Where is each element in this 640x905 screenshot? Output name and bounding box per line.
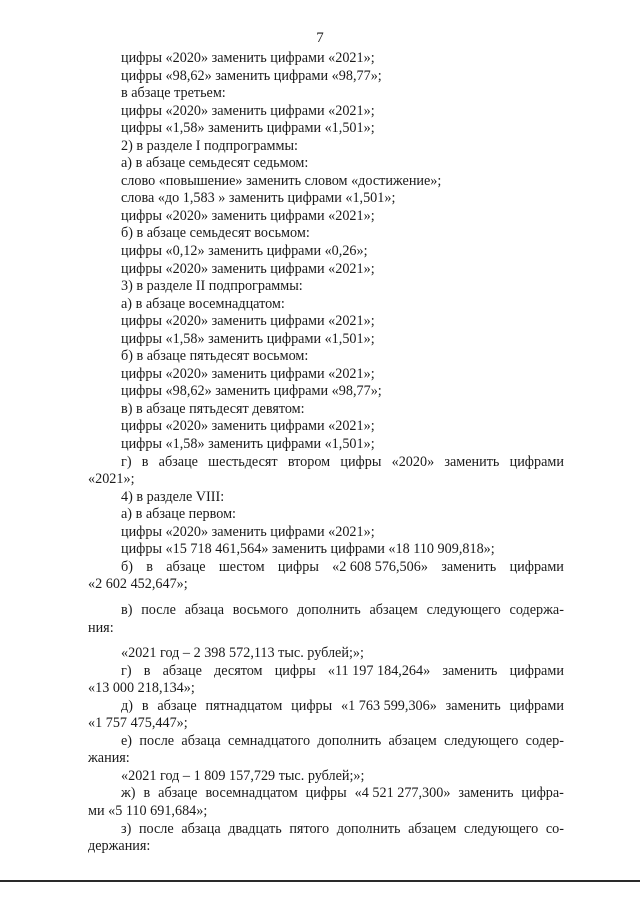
word: цифра-: [521, 785, 564, 802]
word: абзаце: [158, 453, 198, 470]
word: цифры: [277, 558, 319, 575]
word: содержа-: [509, 601, 564, 618]
text-line: цифры «98,62» заменить цифрами «98,77»;: [121, 67, 382, 84]
word: з): [121, 820, 132, 837]
text-line: цифры «1,58» заменить цифрами «1,501»;: [121, 330, 375, 347]
word: в: [146, 558, 153, 575]
word: шестом: [218, 558, 265, 575]
text-line: цифры «15 718 461,564» заменить цифрами «18 110 909,818»;: [121, 541, 495, 558]
word: следующего: [426, 601, 501, 618]
word: пятого: [289, 820, 330, 837]
word: «2020»: [391, 453, 435, 470]
text-line: «1 757 475,447»;: [88, 715, 188, 732]
word: содер-: [525, 732, 564, 749]
justified-line: [88, 663, 564, 681]
word: цифры: [340, 453, 382, 470]
text-line: цифры «2020» заменить цифрами «2021»;: [121, 523, 375, 540]
justified-line: [88, 559, 564, 577]
word: восьмого: [232, 601, 289, 618]
justified-line: [88, 602, 564, 620]
text-line: «2021 год – 2 398 572,113 тыс. рублей;»;: [121, 645, 364, 662]
text-line: б) в абзаце семьдесят восьмом:: [121, 225, 310, 242]
word: следующего: [464, 820, 539, 837]
word: б): [121, 558, 133, 575]
word: цифрами: [509, 662, 564, 679]
document-body: [88, 50, 564, 856]
text-line: 2) в разделе I подпрограммы:: [121, 137, 298, 154]
word: после: [141, 601, 176, 618]
word: после: [139, 732, 175, 749]
text-line: «2021 год – 1 809 157,729 тыс. рублей;»;: [121, 767, 365, 784]
word: абзаца: [181, 820, 221, 837]
word: заменить: [458, 785, 514, 802]
text-line: цифры «2020» заменить цифрами «2021»;: [121, 102, 375, 119]
justified-line: [88, 454, 564, 472]
text-line: цифры «98,62» заменить цифрами «98,77»;: [121, 383, 382, 400]
word: после: [138, 820, 174, 837]
text-line: цифры «2020» заменить цифрами «2021»;: [121, 50, 375, 66]
word: цифры: [305, 785, 347, 802]
text-line: цифры «2020» заменить цифрами «2021»;: [121, 365, 375, 382]
page-number: 7: [316, 30, 324, 46]
word: д): [121, 697, 133, 714]
text-line: цифры «2020» заменить цифрами «2021»;: [121, 260, 375, 277]
justified-line: [88, 821, 564, 839]
word: абзацем: [388, 732, 437, 749]
word: в: [143, 785, 151, 802]
text-line: в абзаце третьем:: [121, 85, 226, 102]
word: «2 608 576,506»: [332, 558, 428, 575]
word: семнадцатого: [228, 732, 311, 749]
word: абзаце: [157, 697, 197, 714]
text-line: цифры «1,58» заменить цифрами «1,501»;: [121, 120, 375, 137]
word: цифрами: [509, 697, 564, 714]
text-line: цифры «1,58» заменить цифрами «1,501»;: [121, 436, 375, 453]
word: пятнадцатом: [205, 697, 283, 714]
text-line: ния:: [88, 619, 114, 636]
text-line: держания:: [88, 838, 151, 855]
text-line: цифры «2020» заменить цифрами «2021»;: [121, 418, 375, 435]
word: в: [141, 453, 149, 470]
word: со-: [545, 820, 564, 837]
word: цифрами: [509, 453, 564, 470]
text-line: слово «повышение» заменить словом «достижение»;: [121, 172, 442, 189]
word: следующего: [444, 732, 519, 749]
word: заменить: [444, 453, 500, 470]
text-line: а) в абзаце восемнадцатом:: [121, 295, 285, 312]
word: заменить: [442, 662, 498, 679]
word: дополнить: [336, 820, 401, 837]
word: г): [121, 662, 132, 679]
text-line: «2021»;: [88, 471, 135, 488]
text-line: в) в абзаце пятьдесят девятом:: [121, 400, 305, 417]
word: десятом: [214, 662, 263, 679]
word: цифры: [291, 697, 333, 714]
text-line: слова «до 1,583 » заменить цифрами «1,501»;: [121, 190, 396, 207]
word: «4 521 277,300»: [354, 785, 451, 802]
word: абзаце: [158, 785, 198, 802]
text-line: а) в абзаце первом:: [121, 506, 236, 523]
text-line: 4) в разделе VIII:: [121, 488, 225, 505]
word: абзацем: [369, 601, 418, 618]
word: заменить: [445, 697, 501, 714]
word: цифрами: [509, 558, 564, 575]
justified-line: [88, 785, 564, 803]
word: двадцать: [228, 820, 282, 837]
word: заменить: [441, 558, 497, 575]
word: абзаца: [181, 732, 221, 749]
word: ж): [121, 785, 136, 802]
word: абзаце: [162, 662, 202, 679]
text-line: 3) в разделе II подпрограммы:: [121, 278, 303, 295]
text-line: б) в абзаце пятьдесят восьмом:: [121, 348, 309, 365]
text-line: цифры «2020» заменить цифрами «2021»;: [121, 207, 375, 224]
word: цифры: [274, 662, 316, 679]
word: дополнить: [317, 732, 382, 749]
word: дополнить: [296, 601, 361, 618]
word: абзаце: [166, 558, 206, 575]
text-line: цифры «0,12» заменить цифрами «0,26»;: [121, 243, 368, 260]
word: в: [141, 697, 149, 714]
text-line: цифры «2020» заменить цифрами «2021»;: [121, 313, 375, 330]
word: абзацем: [408, 820, 457, 837]
word: «1 763 599,306»: [341, 697, 437, 714]
word: «11 197 184,264»: [327, 662, 431, 679]
justified-line: [88, 733, 564, 751]
text-line: жания:: [88, 750, 130, 767]
word: в: [143, 662, 151, 679]
word: восемнадцатом: [205, 785, 298, 802]
word: абзаца: [184, 601, 224, 618]
text-line: а) в абзаце семьдесят седьмом:: [121, 155, 309, 172]
word: втором: [287, 453, 331, 470]
word: в): [121, 601, 133, 618]
word: шестьдесят: [208, 453, 278, 470]
text-line: «13 000 218,134»;: [88, 680, 195, 697]
word: г): [121, 453, 132, 470]
footer-rule: [0, 880, 640, 882]
text-line: «2 602 452,647»;: [88, 576, 188, 593]
word: е): [121, 732, 133, 749]
justified-line: [88, 698, 564, 716]
text-line: ми «5 110 691,684»;: [88, 802, 208, 819]
